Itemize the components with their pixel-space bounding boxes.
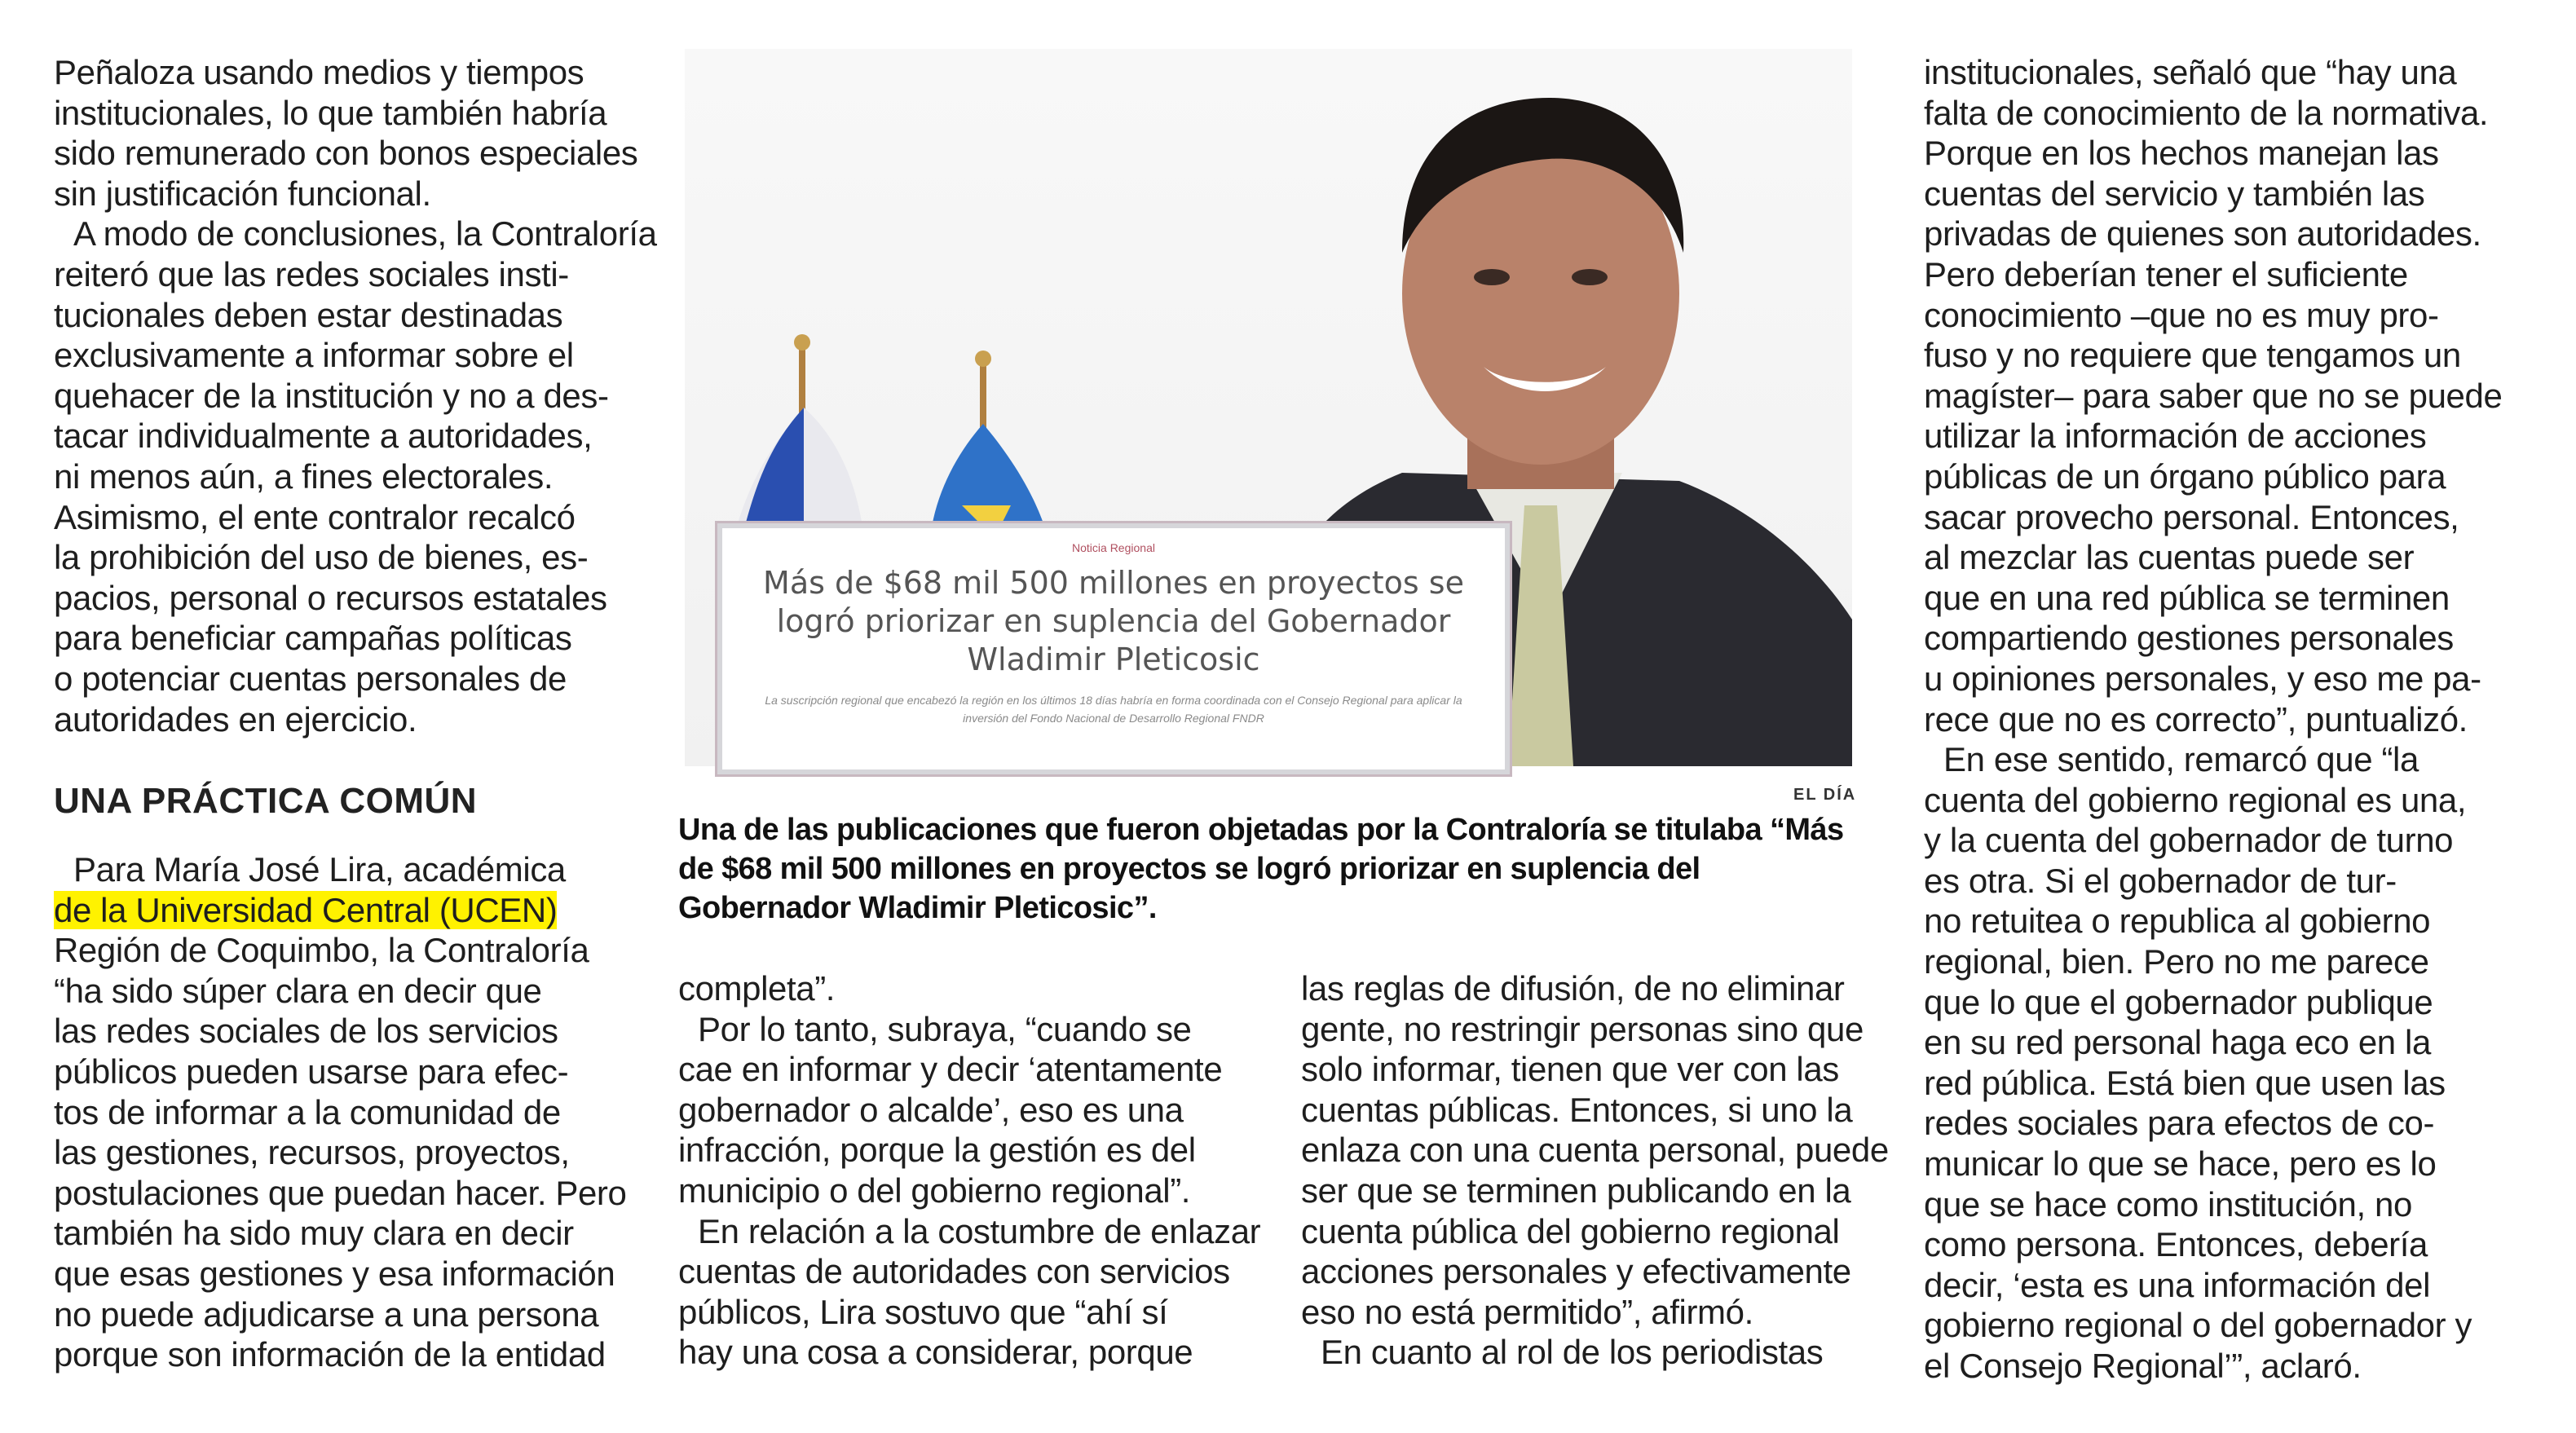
photo-caption: Una de las publicaciones que fueron objetadas por la Contraloría se titulaba “Más de $68 mil 500 millones en proyectos se logró priorizar en suplencia del Gobernador Wladimir Pleticosic”. (678, 813, 1844, 925)
text-line: que en una red pública se terminen (1924, 578, 2450, 617)
text-line: el Consejo Regional’”, aclaró. (1924, 1347, 2362, 1385)
text-line: decir, ‘esta es una información del (1924, 1265, 2431, 1304)
article-column-2 (678, 968, 1261, 1373)
text-line: red pública. Está bien que usen las (1924, 1063, 2446, 1102)
text-line: infracción, porque la gestión es del (678, 1131, 1196, 1170)
text-line: públicos, Lira sostuvo que “ahí sí (678, 1292, 1168, 1331)
text-line: Para María José Lira, académica (73, 850, 566, 888)
text-line: las redes sociales de los servicios (54, 1012, 558, 1051)
text-line: enlaza con una cuenta personal, puede (1301, 1131, 1889, 1170)
article-column-4 (1924, 52, 2503, 1387)
text-line: sido remunerado con bonos especiales (54, 134, 638, 173)
text-line: En cuanto al rol de los periodistas (1321, 1333, 1824, 1372)
text-line: gente, no restringir personas sino que (1301, 1009, 1864, 1048)
highlighted-text: de la Universidad Central (UCEN) (54, 890, 558, 929)
text-line: completa”. (678, 969, 836, 1008)
text-line: municar lo que se hace, pero es lo (1924, 1144, 2437, 1184)
text-line: utilizar la información de acciones (1924, 417, 2427, 456)
text-line: eso no está permitido”, afirmó. (1301, 1292, 1753, 1331)
text-line: que lo que el gobernador publique (1924, 982, 2433, 1021)
text-line: institucionales, señaló que “hay una (1924, 53, 2457, 91)
text-line: magíster– para saber que no se puede (1924, 376, 2503, 415)
text-line: al mezclar las cuentas puede ser (1924, 538, 2415, 577)
text-line: A modo de conclusiones, la Contraloría (73, 214, 657, 254)
text-line: cuenta del gobierno regional es una, (1924, 780, 2467, 819)
text-line: compartiendo gestiones personales (1924, 619, 2454, 658)
text-line: “ha sido súper clara en decir que (54, 971, 542, 1010)
text-line: En ese sentido, remarcó que “la (1943, 740, 2419, 779)
text-line: En relación a la costumbre de enlazar (698, 1211, 1261, 1250)
text-line: y la cuenta del gobernador de turno (1924, 821, 2454, 860)
text-line: Porque en los hechos manejan las (1924, 134, 2439, 173)
text-line: solo informar, tienen que ver con las (1301, 1050, 1839, 1089)
text-line: cuentas de autoridades con servicios (678, 1252, 1230, 1291)
text-line: quehacer de la institución y no a des- (54, 376, 609, 415)
text-line: públicos pueden usarse para efec- (54, 1052, 569, 1091)
text-line: la prohibición del uso de bienes, es- (54, 538, 589, 577)
text-line: privadas de quienes son autoridades. (1924, 214, 2481, 254)
text-line: ser que se terminen publicando en la (1301, 1171, 1851, 1210)
text-line: en su red personal haga eco en la (1924, 1023, 2431, 1062)
photo-credit: EL DÍA (1793, 786, 1857, 804)
text-line: porque son información de la entidad (54, 1335, 606, 1374)
text-line: acciones personales y efectivamente (1301, 1252, 1851, 1291)
text-line: también ha sido muy clara en decir (54, 1214, 574, 1253)
text-line: Peñaloza usando medios y tiempos (54, 53, 584, 91)
text-line: conocimiento –que no es muy pro- (1924, 295, 2439, 334)
article-column-3 (1301, 968, 1889, 1373)
section-heading: UNA PRÁCTICA COMÚN (54, 781, 478, 821)
text-line: Asimismo, el ente contralor recalcó (54, 497, 576, 536)
text-line: cuenta pública del gobierno regional (1301, 1211, 1840, 1250)
text-line: exclusivamente a informar sobre el (54, 336, 574, 375)
text-line: no retuitea o republica al gobierno (1924, 902, 2431, 941)
article-column-1-bottom (54, 849, 627, 1375)
text-line: ni menos aún, a fines electorales. (54, 456, 554, 496)
text-line: no puede adjudicarse a una persona (54, 1294, 599, 1334)
text-line: tucionales deben estar destinadas (54, 295, 563, 334)
news-card-screenshot (717, 523, 1510, 774)
text-line: fuso y no requiere que tengamos un (1924, 336, 2461, 375)
text-line: municipio o del gobierno regional”. (678, 1171, 1191, 1210)
text-line: institucionales, lo que también habría (54, 93, 607, 132)
card-kicker: Noticia Regional (1072, 541, 1155, 554)
card-headline: Más de $68 mil 500 millones en proyectos se logró priorizar en suplencia del Gobernador Wladimir Pleticosic (763, 565, 1464, 677)
text-line: las gestiones, recursos, proyectos, (54, 1133, 570, 1172)
text-line (54, 890, 624, 931)
text-line: cuentas del servicio y también las (1924, 174, 2425, 213)
text-line: tacar individualmente a autoridades, (54, 417, 593, 456)
text-line: hay una cosa a considerar, porque (678, 1333, 1193, 1372)
text-line: redes sociales para efectos de co- (1924, 1104, 2435, 1143)
text-line: que esas gestiones y esa información (54, 1254, 615, 1293)
text-line: gobierno regional o del gobernador y (1924, 1306, 2472, 1345)
text-line: rece que no es correcto”, puntualizó. (1924, 699, 2468, 739)
text-line: Región de Coquimbo, la Contraloría (54, 931, 589, 970)
text-line: para beneficiar campañas políticas (54, 619, 572, 658)
article-column-1-top (54, 52, 657, 739)
text-line: sin justificación funcional. (54, 174, 431, 213)
text-line: tos de informar a la comunidad de (54, 1092, 561, 1131)
text-line: es otra. Si el gobernador de tur- (1924, 861, 2397, 900)
text-line: falta de conocimiento de la normativa. (1924, 93, 2489, 132)
text-line: u opiniones personales, y eso me pa- (1924, 659, 2481, 698)
text-line: o potenciar cuentas personales de (54, 659, 567, 698)
text-line: pacios, personal o recursos estatales (54, 578, 607, 617)
text-line: que se hace como institución, no (1924, 1184, 2412, 1224)
text-line: cae en informar y decir ‘atentamente (678, 1050, 1223, 1089)
text-line: las reglas de difusión, de no eliminar (1301, 969, 1845, 1008)
text-line: gobernador o alcalde’, eso es una (678, 1090, 1184, 1129)
text-line: postulaciones que puedan hacer. Pero (54, 1173, 627, 1212)
text-line: regional, bien. Pero no me parece (1924, 942, 2429, 981)
text-line: como persona. Entonces, debería (1924, 1225, 2428, 1264)
text-line: autoridades en ejercicio. (54, 699, 417, 739)
text-line: reiteró que las redes sociales insti- (54, 254, 569, 293)
text-line: públicas de un órgano público para (1924, 456, 2446, 496)
text-line: sacar provecho personal. Entonces, (1924, 497, 2459, 536)
text-line: Por lo tanto, subraya, “cuando se (698, 1009, 1192, 1048)
text-line: cuentas públicas. Entonces, si uno la (1301, 1090, 1853, 1129)
text-line: Pero deberían tener el suficiente (1924, 254, 2408, 293)
card-lead: La suscripción regional que encabezó la región en los últimos 18 días habría en forma coordinada con el Consejo Regional para aplicar la inversión del Fondo Nacional de Desarrollo Regional FNDR (765, 694, 1462, 725)
